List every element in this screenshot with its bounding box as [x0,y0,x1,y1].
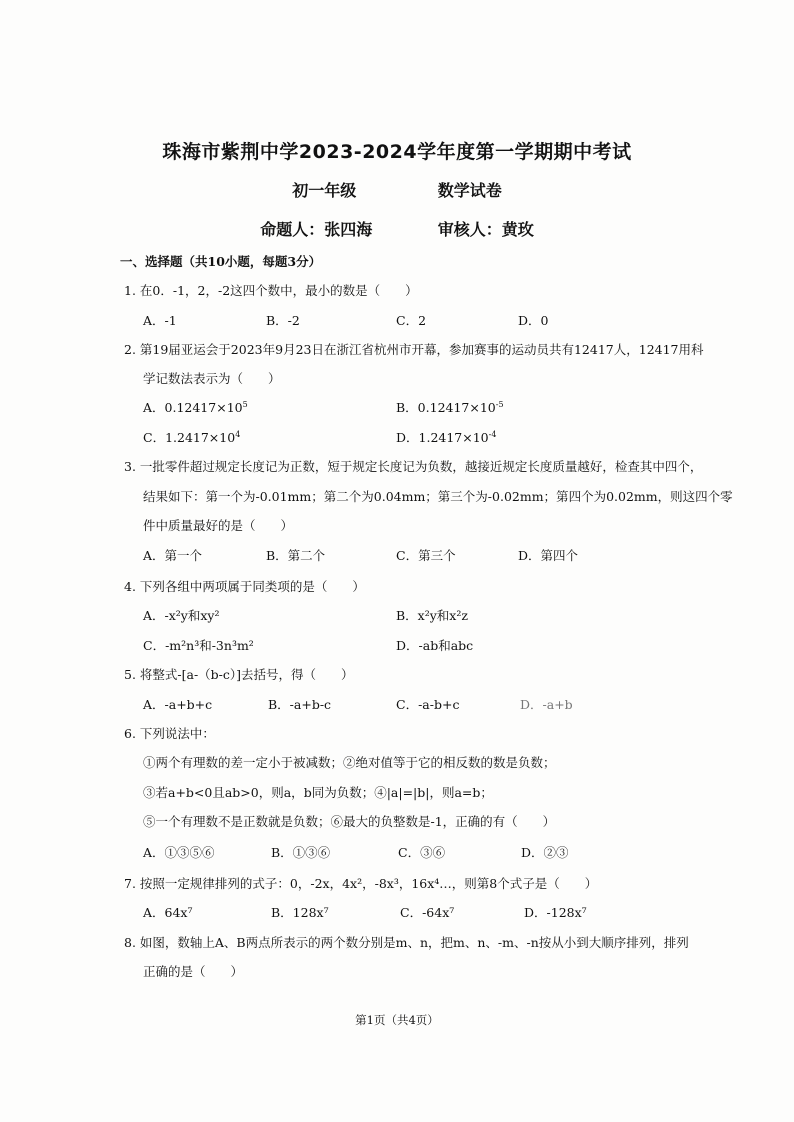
exam-title: 珠海市紫荆中学2023-2024学年度第一学期期中考试 [162,141,632,163]
question-8-stem-line2: 正确的是（ ） [143,964,244,979]
question-1-option-d: D．0 [518,313,549,328]
question-2-option-a: A．$0.12417\times 10^5$ [143,399,248,415]
question-5-option-d: D．-a+b [520,697,573,712]
question-3-option-c: C．第三个 [396,548,456,563]
question-6-option-a: A．①③⑤⑥ [143,845,215,860]
question-6-option-d: D．②③ [521,845,569,860]
question-7-option-a: A．64x⁷ [143,905,193,920]
question-3-option-a: A．第一个 [143,548,203,563]
question-6-statement-line2: ③若a+b<0且ab>0，则a，b同为负数；④|a|=|b|，则a=b； [143,785,493,800]
question-7-stem: 7. 按照一定规律排列的式子：0，-2x，4x²，-8x³，16x⁴…，则第8个式子是（ ） [124,876,598,891]
question-4-option-d: D．-ab和abc [396,638,474,653]
question-2-option-b: B．$0.12417\times 10^{-5}$ [396,399,504,415]
question-6-stem: 6. 下列说法中： [124,726,215,741]
question-7-option-c: C．-64x⁷ [400,905,455,920]
question-1-option-b: B．-2 [266,313,300,328]
question-4-option-c: C．-m²n³和-3n³m² [143,638,254,653]
question-5-option-a: A．-a+b+c [143,697,213,712]
question-1-option-a: A．-1 [143,313,177,328]
question-6-option-b: B．①③⑥ [271,845,331,860]
question-5-stem: 5. 将整式-[a-（b-c）]去括号，得（ ） [124,667,354,682]
question-6-statement-line3: ⑤一个有理数不是正数就是负数；⑥最大的负整数是-1，正确的有（ ） [143,814,556,829]
question-8-stem-line1: 8. 如图，数轴上A、B两点所表示的两个数分别是m、n，把m、n、-m、-n按从小到大顺序排列，排列 [124,935,689,950]
question-1-stem: 1. 在0．-1，2，-2这四个数中，最小的数是（ ） [124,283,418,298]
question-2-stem-line2: 学记数法表示为（ ） [143,371,281,386]
author-label: 命题人：张四海 [260,220,373,239]
question-3-stem-line2: 结果如下：第一个为-0.01mm；第二个为0.04mm；第三个为-0.02mm；第四个为0.02mm，则这四个零 [143,489,733,504]
question-3-stem-line1: 3. 一批零件超过规定长度记为正数，短于规定长度记为负数，越接近规定长度质量越好，检查其中四个， [124,459,703,474]
question-7-option-b: B．128x⁷ [271,905,329,920]
grade-label: 初一年级 [292,181,357,200]
question-4-stem: 4. 下列各组中两项属于同类项的是（ ） [124,579,365,594]
question-5-option-b: B．-a+b-c [268,697,332,712]
question-1-option-c: C．2 [396,313,427,328]
question-3-stem-line3: 件中质量最好的是（ ） [143,518,294,533]
exam-authors [0,217,794,240]
question-3-option-d: D．第四个 [518,548,579,563]
exam-subtitle [0,178,794,201]
question-2-option-d: D．$1.2417\times 10^{-4}$ [396,429,497,445]
question-4-option-a: A．-x²y和xy² [143,608,220,623]
question-6-option-c: C．③⑥ [398,845,446,860]
question-3-option-b: B．第二个 [266,548,326,563]
subject-label: 数学试卷 [437,181,502,200]
question-6-statement-line1: ①两个有理数的差一定小于被减数；②绝对值等于它的相反数的数是负数； [143,755,556,770]
section-heading: 一、选择题（共10小题，每题3分） [120,254,322,269]
question-2-option-c: C．$1.2417\times 10^4$ [143,429,241,445]
question-5-option-c: C．-a-b+c [396,697,460,712]
question-7-option-d: D．-128x⁷ [524,905,587,920]
page-footer: 第1页（共4页） [355,1013,439,1027]
question-4-option-b: B．x²y和x²z [396,608,468,623]
reviewer-label: 审核人：黄玫 [437,220,534,239]
question-2-stem-line1: 2. 第19届亚运会于2023年9月23日在浙江省杭州市开幕，参加赛事的运动员共有12417人，12417用科 [124,342,704,357]
